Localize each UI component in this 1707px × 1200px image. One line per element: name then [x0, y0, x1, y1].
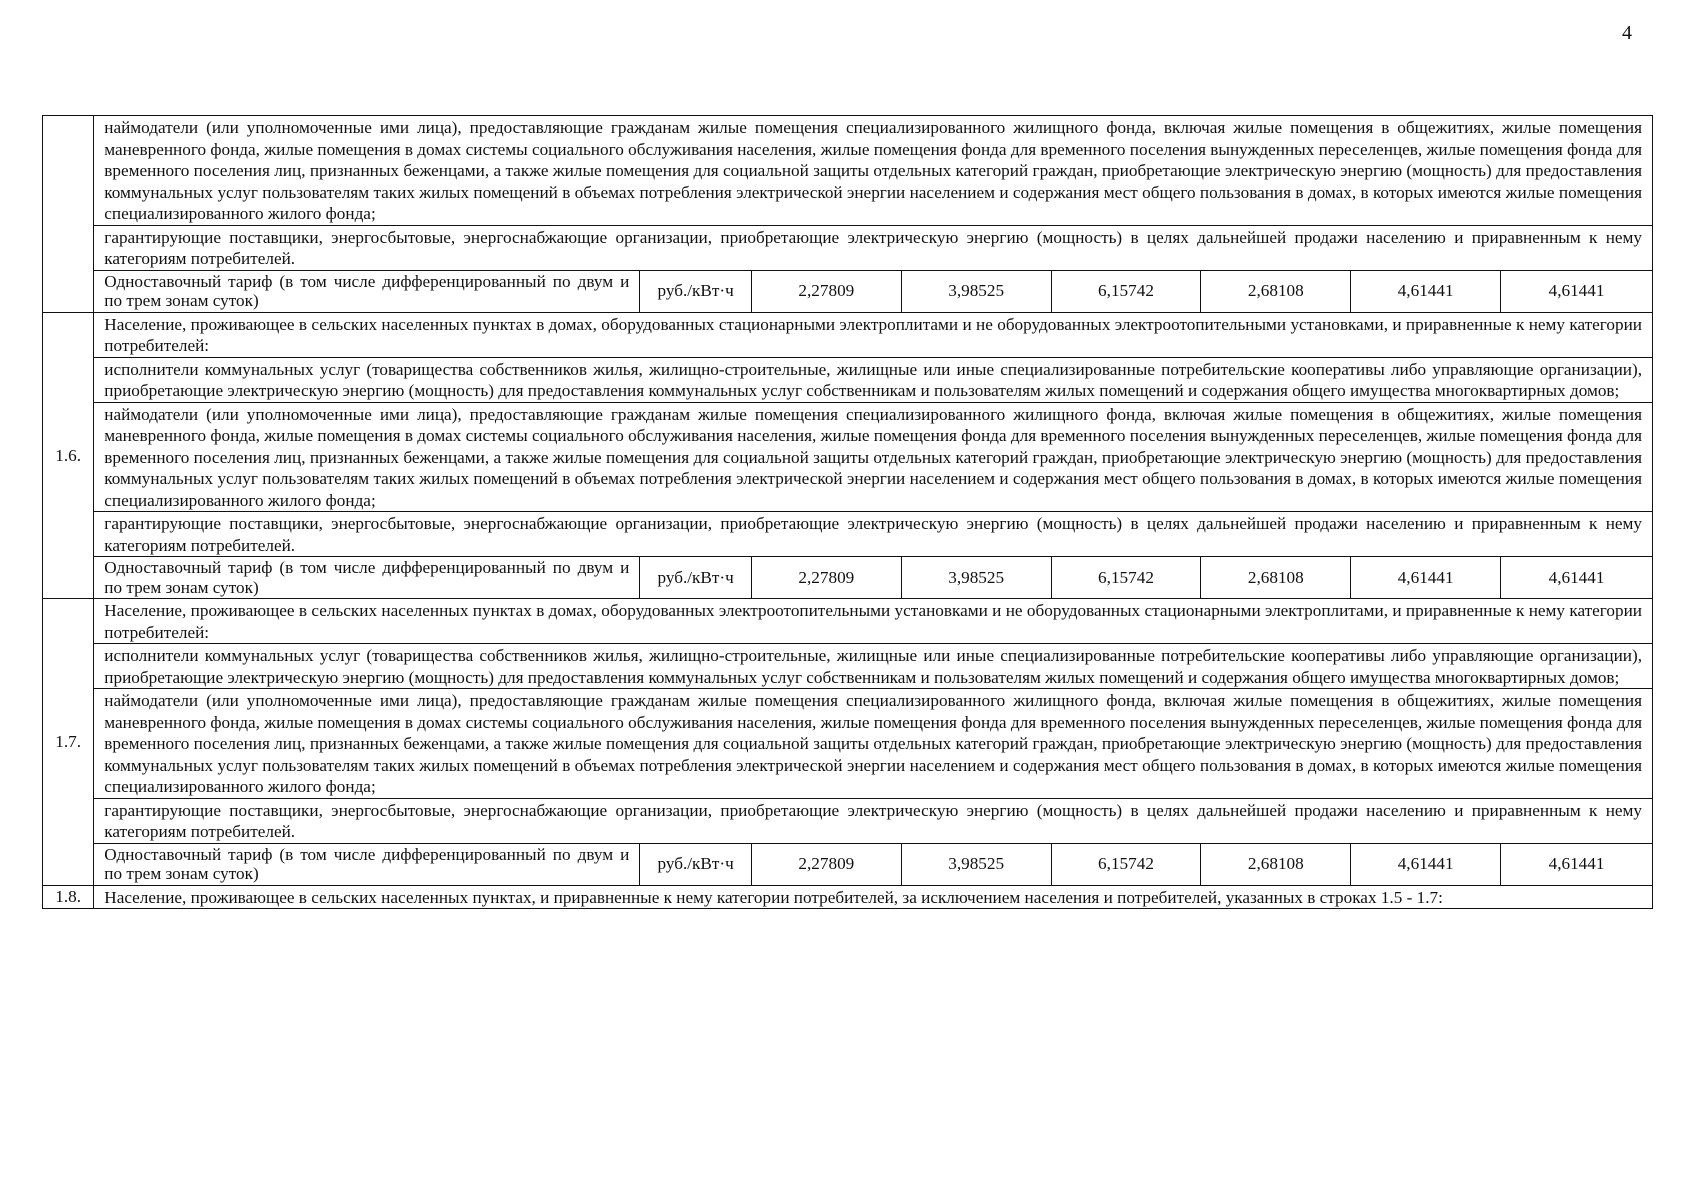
landlords-text: наймодатели (или уполномоченные ими лица), предоставляющие гражданам жилые помещения специализированного жилищного фонда, включая жилые помещения в общежитиях, жилые помещения маневренного фонда, жилые помещения в домах системы социального обслуживания населения, жилые помещения фонда для временного поселения вынужденных переселенцев, жилые помещения фонда для временного поселения лиц, признанных беженцами, а также жилые помещения для социальной защиты отдельных категорий граждан, приобретающие электрическую энергию (мощность) для предоставления коммунальных услуг пользователям таких жилых помещений в объемах потребления электрической энергии населением и содержания мест общего пользования в домах, в которых имеются жилые помещения специализированного жилого фонда;	[94, 689, 1653, 799]
tariff-value: 4,61441	[1501, 557, 1653, 599]
tariff-unit: руб./кВт·ч	[640, 557, 752, 599]
section-title: Население, проживающее в сельских населенных пунктах, и приравненные к нему категории потребителей, за исключением населения и потребителей, указанных в строках 1.5 - 1.7:	[94, 885, 1653, 909]
tariff-value: 4,61441	[1351, 270, 1501, 312]
suppliers-text: гарантирующие поставщики, энергосбытовые, энергоснабжающие организации, приобретающие электрическую энергию (мощность) в целях дальнейшей продажи населению и приравненным к нему категориям потребителей.	[94, 798, 1653, 843]
utility-providers-text: исполнители коммунальных услуг (товарищества собственников жилья, жилищно-строительные, жилищные или иные специализированные потребительские кооперативы либо управляющие организации), приобретающие электрическую энергию (мощность) для предоставления коммунальных услуг собственникам и пользователям жилых помещений и содержания общего имущества многоквартирных домов;	[94, 357, 1653, 402]
section-number: 1.6.	[43, 312, 94, 599]
tariff-value: 3,98525	[901, 843, 1051, 885]
tariff-value: 2,27809	[751, 843, 901, 885]
tariff-value: 2,68108	[1201, 843, 1351, 885]
utility-providers-text: исполнители коммунальных услуг (товарищества собственников жилья, жилищно-строительные, жилищные или иные специализированные потребительские кооперативы либо управляющие организации), приобретающие электрическую энергию (мощность) для предоставления коммунальных услуг собственникам и пользователям жилых помещений и содержания общего имущества многоквартирных домов;	[94, 644, 1653, 689]
tariff-table	[42, 115, 1653, 909]
tariff-label: Одноставочный тариф (в том числе дифференцированный по двум и по трем зонам суток)	[94, 270, 640, 312]
tariff-value: 2,27809	[751, 270, 901, 312]
tariff-value: 4,61441	[1351, 843, 1501, 885]
tariff-unit: руб./кВт·ч	[640, 270, 752, 312]
section-number	[43, 116, 94, 313]
tariff-value: 3,98525	[901, 270, 1051, 312]
section-title: Население, проживающее в сельских населенных пунктах в домах, оборудованных стационарными электроплитами и не оборудованных электроотопительными установками, и приравненные к нему категории потребителей:	[94, 312, 1653, 357]
tariff-value: 4,61441	[1501, 270, 1653, 312]
tariff-label: Одноставочный тариф (в том числе дифференцированный по двум и по трем зонам суток)	[94, 557, 640, 599]
landlords-text: наймодатели (или уполномоченные ими лица), предоставляющие гражданам жилые помещения специализированного жилищного фонда, включая жилые помещения в общежитиях, жилые помещения маневренного фонда, жилые помещения в домах системы социального обслуживания населения, жилые помещения фонда для временного поселения вынужденных переселенцев, жилые помещения фонда для временного поселения лиц, признанных беженцами, а также жилые помещения для социальной защиты отдельных категорий граждан, приобретающие электрическую энергию (мощность) для предоставления коммунальных услуг пользователям таких жилых помещений в объемах потребления электрической энергии населением и содержания мест общего пользования в домах, в которых имеются жилые помещения специализированного жилого фонда;	[94, 402, 1653, 512]
tariff-value: 6,15742	[1051, 557, 1201, 599]
suppliers-text: гарантирующие поставщики, энергосбытовые, энергоснабжающие организации, приобретающие электрическую энергию (мощность) в целях дальнейшей продажи населению и приравненным к нему категориям потребителей.	[94, 225, 1653, 270]
tariff-unit: руб./кВт·ч	[640, 843, 752, 885]
tariff-value: 4,61441	[1501, 843, 1653, 885]
tariff-value: 2,27809	[751, 557, 901, 599]
tariff-value: 4,61441	[1351, 557, 1501, 599]
tariff-value: 3,98525	[901, 557, 1051, 599]
section-number: 1.8.	[43, 885, 94, 909]
page-number: 4	[1622, 22, 1632, 44]
tariff-value: 6,15742	[1051, 270, 1201, 312]
tariff-value: 2,68108	[1201, 557, 1351, 599]
section-number: 1.7.	[43, 599, 94, 886]
tariff-value: 2,68108	[1201, 270, 1351, 312]
tariff-label: Одноставочный тариф (в том числе дифференцированный по двум и по трем зонам суток)	[94, 843, 640, 885]
tariff-value: 6,15742	[1051, 843, 1201, 885]
section-title: Население, проживающее в сельских населенных пунктах в домах, оборудованных электроотопительными установками и не оборудованных стационарными электроплитами, и приравненные к нему категории потребителей:	[94, 599, 1653, 644]
suppliers-text: гарантирующие поставщики, энергосбытовые, энергоснабжающие организации, приобретающие электрическую энергию (мощность) в целях дальнейшей продажи населению и приравненным к нему категориям потребителей.	[94, 512, 1653, 557]
landlords-text: наймодатели (или уполномоченные ими лица), предоставляющие гражданам жилые помещения специализированного жилищного фонда, включая жилые помещения в общежитиях, жилые помещения маневренного фонда, жилые помещения в домах системы социального обслуживания населения, жилые помещения фонда для временного поселения вынужденных переселенцев, жилые помещения фонда для временного поселения лиц, признанных беженцами, а также жилые помещения для социальной защиты отдельных категорий граждан, приобретающие электрическую энергию (мощность) для предоставления коммунальных услуг пользователям таких жилых помещений в объемах потребления электрической энергии населением и содержания мест общего пользования в домах, в которых имеются жилые помещения специализированного жилого фонда;	[94, 116, 1653, 226]
